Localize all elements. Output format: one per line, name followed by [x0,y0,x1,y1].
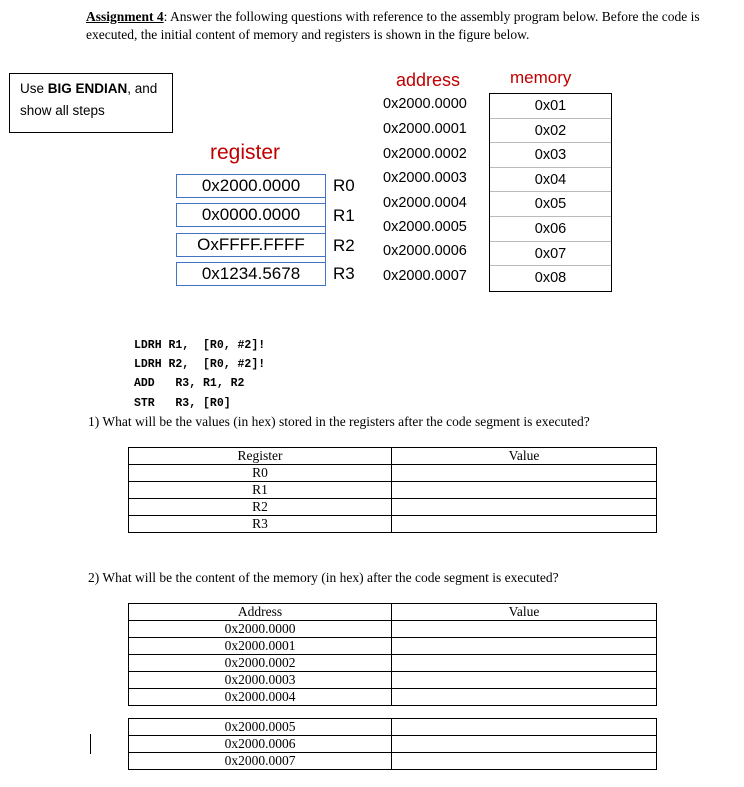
mem-value-4: 0x05 [490,192,611,217]
code-line: STR R3, [R0] [134,397,231,410]
mem-answer-input[interactable] [392,638,657,655]
code-line: LDRH R2, [R0, #2]! [134,358,266,371]
mem-value-6: 0x07 [490,242,611,267]
register-value-r3: 0x1234.5678 [176,262,326,286]
mem-address-1: 0x2000.0001 [383,121,467,137]
table-row [129,672,657,689]
row-label: 0x2000.0000 [129,621,392,638]
mem-address-5: 0x2000.0005 [383,219,467,235]
register-value-r2: OxFFFF.FFFF [176,233,326,257]
row-label: 0x2000.0003 [129,672,392,689]
table-row [129,719,657,736]
code-line: ADD R3, R1, R2 [134,377,245,390]
register-value-r0: 0x2000.0000 [176,174,326,198]
mem-answer-input[interactable] [392,719,657,736]
row-label: 0x2000.0004 [129,689,392,706]
row-label: 0x2000.0002 [129,655,392,672]
mem-value-7: 0x08 [534,270,567,287]
table-row [129,465,657,482]
row-label: R2 [129,499,392,516]
col-header-register: Register [129,448,392,465]
register-answer-table [128,447,657,533]
mem-address-3: 0x2000.0003 [383,170,467,186]
note-prefix: Use [20,81,48,96]
row-label: 0x2000.0001 [129,638,392,655]
note-bold: BIG ENDIAN [47,81,128,96]
mem-address-0: 0x2000.0000 [383,96,467,112]
memory-answer-table-b [128,718,657,770]
mem-address-2: 0x2000.0002 [383,146,467,162]
assignment-header [86,8,726,44]
memory-answer-table-a [128,603,657,706]
row-label: R1 [129,482,392,499]
assignment-text: : Answer the following questions with reference to the assembly program below. Before the code is executed, the initial content of memory and registers is shown in the figure below. [86,9,700,42]
value-input-r0[interactable] [392,465,657,482]
row-label: 0x2000.0005 [129,719,392,736]
register-name-r1: R1 [333,206,355,225]
mem-answer-input[interactable] [392,736,657,753]
table-row [129,753,657,770]
register-value-r1: 0x0000.0000 [176,203,326,227]
table-row [129,689,657,706]
table-row [129,621,657,638]
address-title: address [396,70,461,90]
col-header-value: Value [392,448,657,465]
mem-value-5: 0x06 [490,217,611,242]
question-2: 2) What will be the content of the memory (in hex) after the code segment is executed? [88,570,559,585]
table-row [129,638,657,655]
mem-answer-input[interactable] [392,689,657,706]
note-suffix: , and show all steps [20,81,158,118]
table-row [129,516,657,533]
mem-answer-input[interactable] [392,621,657,638]
mem-value-0: 0x01 [490,94,611,119]
row-label: 0x2000.0006 [129,736,392,753]
mem-address-6: 0x2000.0006 [383,243,467,259]
value-input-r3[interactable] [392,516,657,533]
mem-address-4: 0x2000.0004 [383,195,467,211]
code-line: LDRH R1, [R0, #2]! [134,339,266,352]
col-header-address: Address [129,604,392,621]
mem-answer-input[interactable] [392,655,657,672]
col-header-value: Value [392,604,657,621]
mem-value-3: 0x04 [490,168,611,193]
question-1: 1) What will be the values (in hex) stored in the registers after the code segment is executed? [88,414,590,429]
memory-title: memory [510,68,572,87]
assignment-label: Assignment 4 [86,9,164,24]
memory-column [489,93,612,292]
mem-answer-input[interactable] [392,672,657,689]
value-input-r2[interactable] [392,499,657,516]
row-label: 0x2000.0007 [129,753,392,770]
mem-address-7: 0x2000.0007 [383,268,467,284]
register-name-r0: R0 [333,176,355,195]
mem-value-2: 0x03 [490,143,611,168]
row-label: R3 [129,516,392,533]
mem-value-1: 0x02 [490,119,611,144]
value-input-r1[interactable] [392,482,657,499]
table-row [129,736,657,753]
register-divider [325,174,326,286]
endian-note-box [9,73,173,133]
row-label: R0 [129,465,392,482]
register-name-r3: R3 [333,264,355,283]
text-cursor [90,734,91,754]
table-row [129,482,657,499]
register-title: register [210,141,281,164]
table-row [129,499,657,516]
register-name-r2: R2 [333,236,355,255]
mem-answer-input[interactable] [392,753,657,770]
table-row [129,655,657,672]
